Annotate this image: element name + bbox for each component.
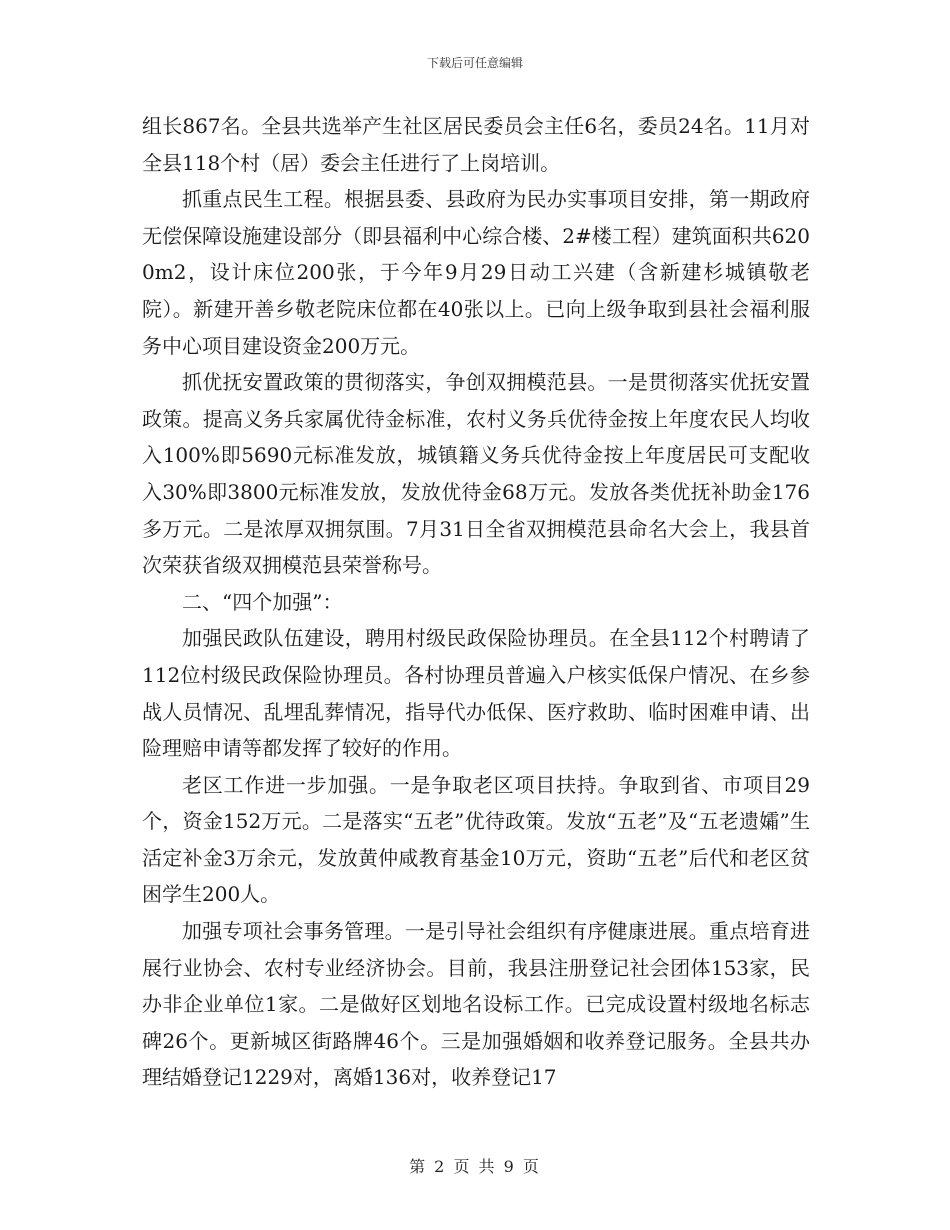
paragraph-social-affairs: 加强专项社会事务管理。一是引导社会组织有序健康进展。重点培育进展行业协会、农村专业经济协会。目前，我县注册登记社会团体153家，民办非企业单位1家。二是做好区划地名设标工作。已完成设置村级地名标志碑26个。更新城区街路牌46个。三是加强婚姻和收养登记服务。全县共办理结婚登记1229对，离婚136对，收养登记17 (142, 919, 810, 1090)
paragraph-preferential-policy: 抓优抚安置政策的贯彻落实，争创双拥模范县。一是贯彻落实优抚安置政策。提高义务兵家属优待金标准，农村义务兵优待金按上年度农民人均收入100%即5690元标准发放，城镇籍义务兵优待金按上年度居民可支配收入30%即3800元标准发放，发放优待金68万元。发放各类优抚补助金176多万元。二是浓厚双拥氛围。7月31日全省双拥模范县命名大会上，我县首次荣获省级双拥模范县荣誉称号。 (142, 370, 810, 578)
paragraph-civil-team: 加强民政队伍建设，聘用村级民政保险协理员。在全县112个村聘请了112位村级民政保险协理员。各村协理员普遍入户核实低保户情况、在乡参战人员情况、乱埋乱葬情况，指导代办低保、医疗救助、临时困难申请、出险理赔申请等都发挥了较好的作用。 (142, 626, 810, 761)
paragraph-continuation: 组长867名。全县共选举产生社区居民委员会主任6名，委员24名。11月对全县118个村（居）委会主任进行了上岗培训。 (142, 114, 810, 175)
section-heading-four-strengthen: 二、“四个加强”： (182, 589, 343, 614)
paragraph-livelihood-project: 抓重点民生工程。根据县委、县政府为民办实事项目安排，第一期政府无偿保障设施建设部分（即县福利中心综合楼、2#楼工程）建筑面积共6200m2，设计床位200张，于今年9月29日动工兴建（含新建杉城镇敬老院）。新建开善乡敬老院床位都在40张以上。已向上级争取到县社会福利服务中心项目建设资金200万元。 (142, 187, 810, 358)
document-body (142, 108, 810, 1096)
page-header: 下载后可任意编辑 (426, 56, 523, 70)
paragraph-old-area-work: 老区工作进一步加强。一是争取老区项目扶持。争取到省、市项目29个，资金152万元。二是落实“五老”优待政策。发放“五老”及“五老遗孀”生活定补金3万余元，发放黄仲咸教育基金10万元，资助“五老”后代和老区贫困学生200人。 (142, 772, 810, 907)
page-number: 第 2 页 共 9 页 (409, 1157, 541, 1176)
